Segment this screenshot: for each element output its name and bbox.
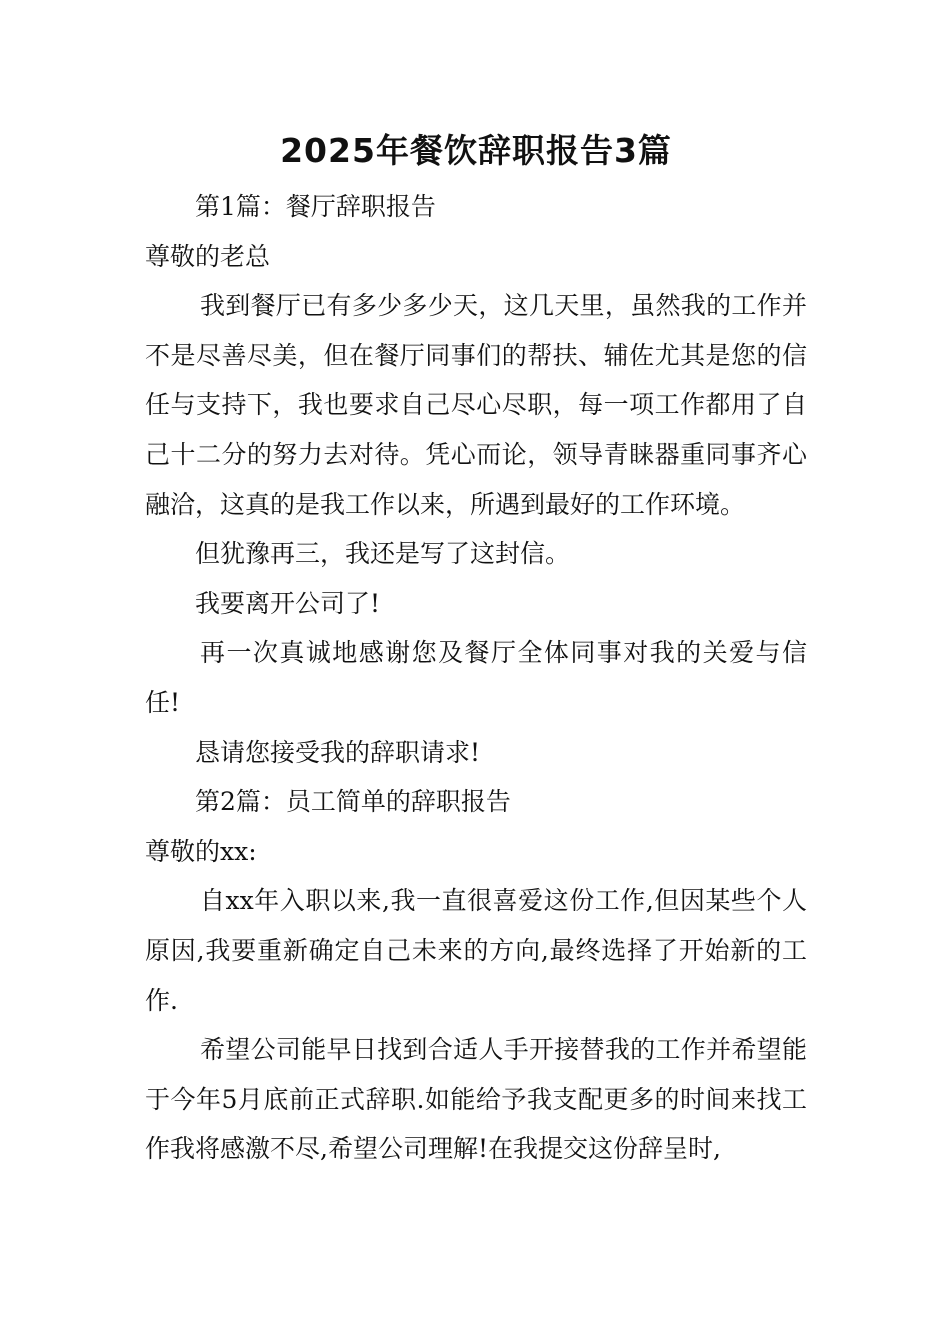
document-page: [145, 120, 807, 1174]
section-2-paragraph-2: 希望公司能早日找到合适人手开接替我的工作并希望能于今年5月底前正式辞职.如能给予我支配更多的时间来找工作我将感激不尽,希望公司理解!在我提交这份辞呈时,: [145, 1035, 807, 1164]
section-1-paragraph-3: 我要离开公司了!: [195, 588, 381, 618]
section-1-salutation: 尊敬的老总: [145, 241, 271, 271]
section-2-heading: 第2篇：员工简单的辞职报告: [195, 787, 511, 817]
section-1-paragraph-5: 恳请您接受我的辞职请求!: [195, 737, 481, 767]
document-title: 2025年餐饮辞职报告3篇: [280, 131, 672, 170]
section-1-paragraph-4: 再一次真诚地感谢您及餐厅全体同事对我的关爱与信任!: [145, 638, 807, 717]
section-1-paragraph-1: 我到餐厅已有多少多少天，这几天里，虽然我的工作并不是尽善尽美，但在餐厅同事们的帮扶、辅佐尤其是您的信任与支持下，我也要求自己尽心尽职，每一项工作都用了自己十二分的努力去对待。凭心而论，领导青睐器重同事齐心融洽，这真的是我工作以来，所遇到最好的工作环境。: [145, 291, 807, 519]
section-2-salutation: 尊敬的xx:: [145, 836, 257, 866]
section-1-paragraph-2: 但犹豫再三，我还是写了这封信。: [195, 539, 571, 569]
section-1-heading: 第1篇：餐厅辞职报告: [195, 192, 436, 221]
section-2-paragraph-1: 自xx年入职以来,我一直很喜爱这份工作,但因某些个人原因,我要重新确定自己未来的方向,最终选择了开始新的工作.: [145, 886, 807, 1015]
